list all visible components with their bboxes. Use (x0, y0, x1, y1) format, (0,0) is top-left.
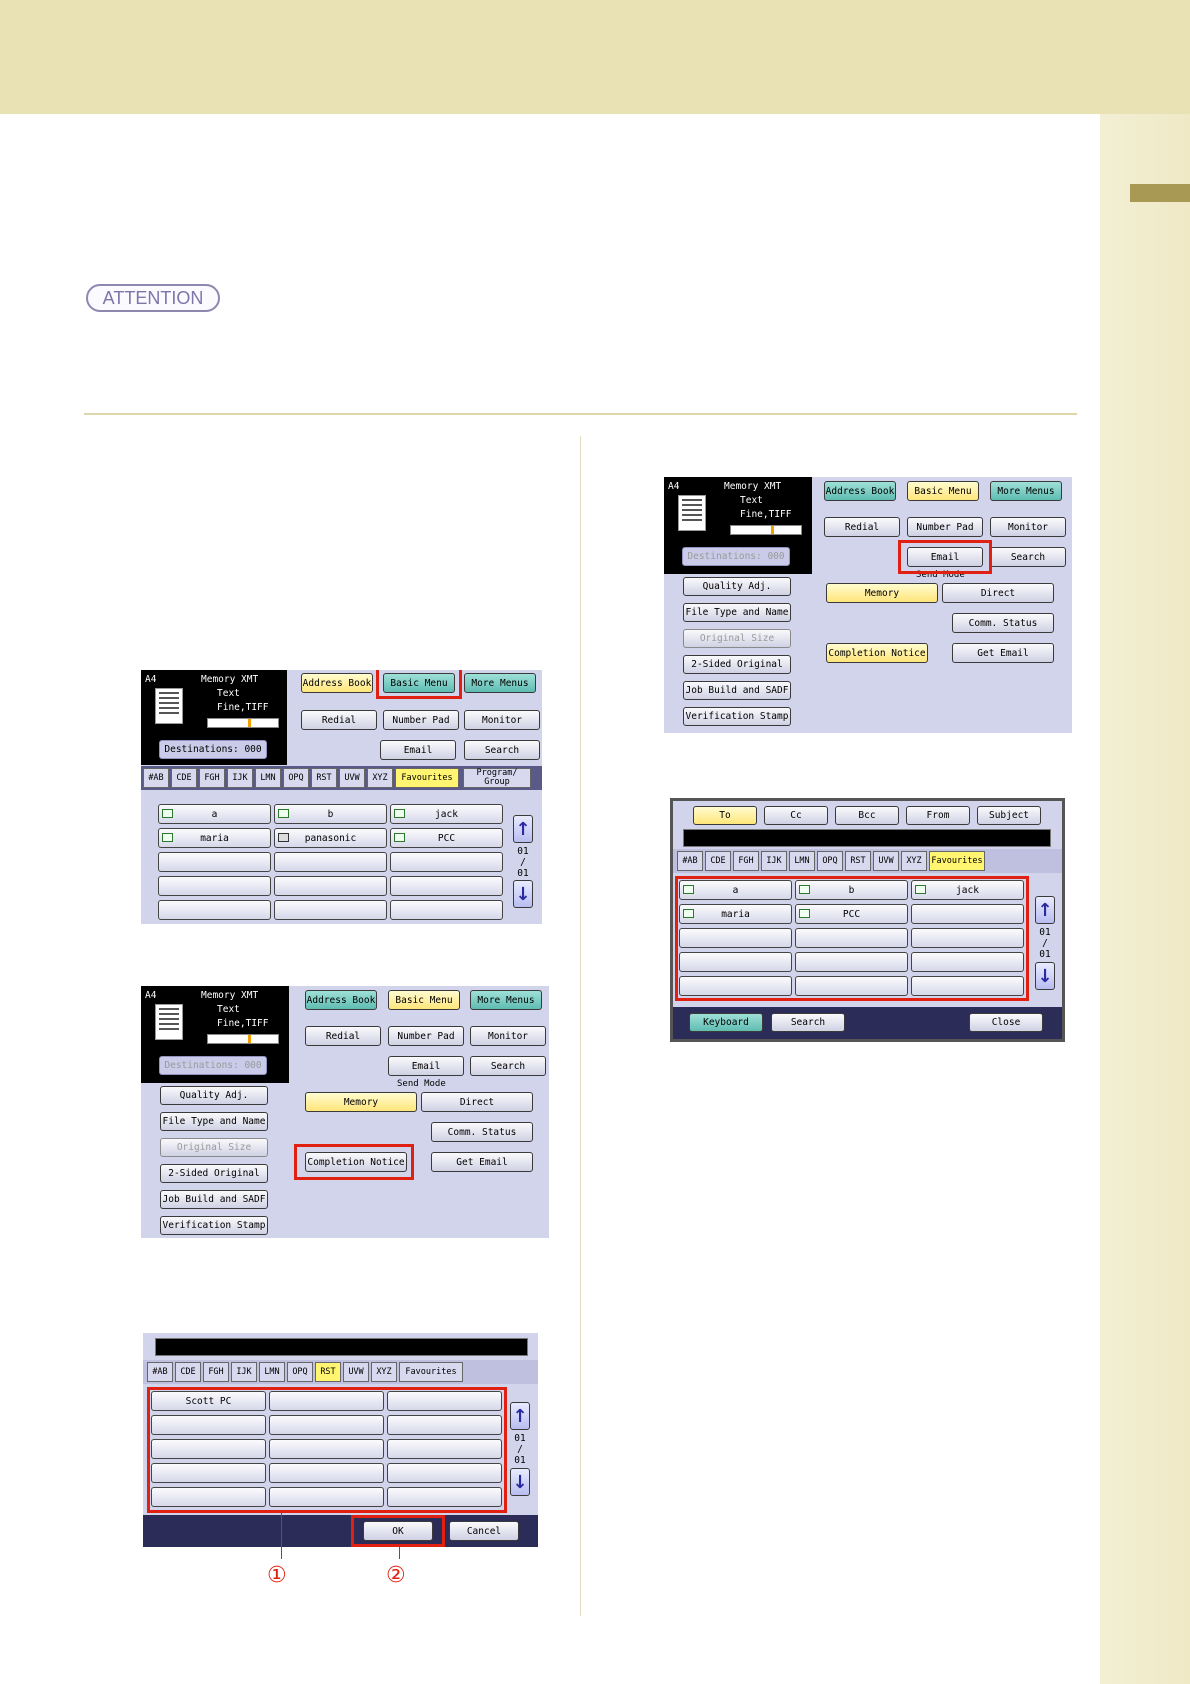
address-cell[interactable] (269, 1463, 384, 1483)
index-tabs (141, 766, 542, 790)
address-cell[interactable]: panasonic (274, 828, 387, 848)
arrow-down-icon: ↓ (1037, 965, 1053, 987)
email-icon (915, 885, 926, 894)
verification-stamp-button[interactable]: Verification Stamp (683, 707, 791, 726)
address-cell[interactable]: jack (390, 804, 503, 824)
address-cell[interactable] (269, 1439, 384, 1459)
arrow-down-icon: ↓ (515, 883, 531, 905)
email-icon (683, 909, 694, 918)
scroll-up-button[interactable] (513, 815, 533, 843)
arrow-up-icon: ↑ (1037, 899, 1053, 921)
document-icon (155, 1004, 183, 1040)
monitor-button[interactable]: Monitor (464, 710, 540, 730)
address-cell[interactable] (911, 976, 1024, 996)
address-cell[interactable] (795, 952, 908, 972)
job-build-sadf-button[interactable]: Job Build and SADF (160, 1190, 268, 1209)
tab-ab[interactable]: #AB (147, 1362, 173, 1382)
document-icon (678, 495, 706, 531)
tab-lmn[interactable]: LMN (259, 1362, 285, 1382)
ok-button[interactable]: OK (363, 1521, 433, 1541)
email-icon (394, 833, 405, 842)
comm-status-button[interactable]: Comm. Status (431, 1122, 533, 1142)
email-icon (162, 809, 173, 818)
tab-lmn[interactable]: LMN (255, 768, 281, 788)
page-indicator: 01 / 01 (1039, 927, 1051, 960)
address-cell[interactable] (269, 1391, 384, 1411)
fax-icon (278, 833, 289, 842)
redial-button[interactable]: Redial (301, 710, 377, 730)
paper-size: A4 (145, 990, 157, 1001)
address-cell[interactable] (269, 1415, 384, 1435)
resolution: Fine,TIFF (217, 702, 269, 713)
column-divider (580, 436, 581, 1616)
address-book-button[interactable]: Address Book (301, 673, 373, 693)
tab-opq[interactable]: OPQ (817, 851, 843, 871)
callout-2: ② (386, 1563, 406, 1588)
memory-button[interactable]: Memory (826, 583, 938, 603)
section-divider (84, 413, 1077, 415)
contrast-slider[interactable] (207, 1034, 279, 1044)
email-icon (162, 833, 173, 842)
email-button[interactable] (907, 547, 983, 567)
subject-button[interactable]: Subject (977, 806, 1041, 825)
tab-opq[interactable]: OPQ (283, 768, 309, 788)
more-menus-button[interactable]: More Menus (470, 990, 542, 1010)
email-button[interactable] (388, 1056, 464, 1076)
number-pad-button[interactable]: Number Pad (907, 517, 983, 537)
file-type-and-name-button[interactable]: File Type and Name (160, 1112, 268, 1131)
get-email-button[interactable]: Get Email (952, 643, 1054, 663)
address-cell[interactable] (151, 1463, 266, 1483)
page-indicator: 01 / 01 (514, 1433, 526, 1466)
address-cell[interactable] (158, 900, 271, 920)
status-panel (141, 670, 287, 765)
quality-adj-button[interactable]: Quality Adj. (160, 1086, 268, 1105)
tab-lmn[interactable]: LMN (789, 851, 815, 871)
address-cell[interactable]: a (679, 880, 792, 900)
direct-button[interactable]: Direct (421, 1092, 533, 1112)
xmt-mode: Memory XMT (201, 990, 259, 1001)
address-cell[interactable] (387, 1487, 502, 1507)
chapter-tab (1130, 184, 1190, 202)
paper-size: A4 (668, 481, 680, 492)
tab-ab[interactable]: #AB (143, 768, 169, 788)
monitor-button[interactable]: Monitor (470, 1026, 546, 1046)
email-icon (683, 885, 694, 894)
email-label: Email (930, 551, 960, 563)
address-cell[interactable] (390, 852, 503, 872)
tab-opq[interactable]: OPQ (287, 1362, 313, 1382)
from-button[interactable]: From (906, 806, 970, 825)
index-tabs (673, 849, 1065, 873)
address-cell[interactable]: a (158, 804, 271, 824)
original-type: Text (740, 495, 763, 506)
get-email-button[interactable]: Get Email (431, 1152, 533, 1172)
address-cell[interactable] (151, 1439, 266, 1459)
more-menus-button[interactable]: More Menus (464, 673, 536, 693)
destinations-button[interactable]: Destinations: 000 (159, 740, 267, 759)
resolution: Fine,TIFF (740, 509, 792, 520)
email-button[interactable] (380, 740, 456, 760)
completion-notice-button[interactable]: Completion Notice (305, 1152, 407, 1172)
number-pad-button[interactable]: Number Pad (383, 710, 459, 730)
tab-uvw[interactable]: UVW (873, 851, 899, 871)
email-icon (278, 809, 289, 818)
contrast-slider[interactable] (207, 718, 279, 728)
paper-size: A4 (145, 674, 157, 685)
search-button[interactable] (470, 1056, 546, 1076)
original-size-button[interactable]: Original Size (160, 1138, 268, 1157)
original-type: Text (217, 1004, 240, 1015)
scroll-down-button[interactable] (510, 1468, 530, 1496)
search-label: Search (490, 1060, 526, 1072)
arrow-down-icon: ↓ (512, 1471, 528, 1493)
address-cell[interactable] (269, 1487, 384, 1507)
search-button[interactable]: Search (771, 1013, 845, 1032)
header-band (0, 0, 1190, 114)
search-label: Search (1010, 551, 1046, 563)
attention-badge: ATTENTION (86, 284, 220, 312)
address-cell[interactable] (158, 852, 271, 872)
address-cell[interactable] (158, 876, 271, 896)
file-type-and-name-button[interactable]: File Type and Name (683, 603, 791, 622)
direct-button[interactable]: Direct (942, 583, 1054, 603)
send-mode-label: Send Mode (916, 570, 965, 580)
page-indicator: 01 / 01 (517, 846, 529, 879)
status-panel (664, 477, 812, 574)
resolution: Fine,TIFF (217, 1018, 269, 1029)
side-margin (1100, 114, 1190, 1684)
address-cell[interactable] (390, 876, 503, 896)
search-button[interactable] (464, 740, 540, 760)
index-tabs (143, 1360, 538, 1384)
search-button[interactable] (990, 547, 1066, 567)
tab-favourites[interactable]: Favourites (399, 1362, 463, 1382)
address-cell[interactable]: PCC (390, 828, 503, 848)
address-cell[interactable] (911, 928, 1024, 948)
completion-notice-button[interactable]: Completion Notice (826, 643, 928, 663)
monitor-button[interactable]: Monitor (990, 517, 1066, 537)
cc-button[interactable]: Cc (764, 806, 828, 825)
email-icon (799, 909, 810, 918)
cancel-button[interactable]: Cancel (449, 1521, 519, 1541)
job-build-sadf-button[interactable]: Job Build and SADF (683, 681, 791, 700)
email-icon (394, 809, 405, 818)
two-sided-original-button[interactable]: 2-Sided Original (160, 1164, 268, 1183)
basic-menu-button[interactable]: Basic Menu (907, 481, 979, 501)
xmt-mode: Memory XMT (724, 481, 782, 492)
screen-basic-menu (141, 986, 549, 1238)
tab-favourites[interactable]: Favourites (395, 768, 459, 788)
callout-line-1 (281, 1513, 282, 1559)
basic-menu-button[interactable]: Basic Menu (388, 990, 460, 1010)
send-mode-label: Send Mode (397, 1079, 446, 1089)
address-cell[interactable]: jack (911, 880, 1024, 900)
tab-cde[interactable]: CDE (705, 851, 731, 871)
scroll-down-button[interactable] (513, 880, 533, 908)
address-cell[interactable] (151, 1487, 266, 1507)
search-label: Search (484, 744, 520, 756)
address-cell[interactable] (679, 952, 792, 972)
address-cell[interactable]: b (795, 880, 908, 900)
quality-adj-button[interactable]: Quality Adj. (683, 577, 791, 596)
tab-rst[interactable]: RST (315, 1362, 341, 1382)
address-cell[interactable] (387, 1391, 502, 1411)
address-cell[interactable] (151, 1415, 266, 1435)
address-cell[interactable]: PCC (795, 904, 908, 924)
status-panel (141, 986, 289, 1083)
tab-ijk[interactable]: IJK (231, 1362, 257, 1382)
tab-ab[interactable]: #AB (677, 851, 703, 871)
close-button[interactable]: Close (969, 1013, 1043, 1032)
scroll-down-button[interactable] (1035, 962, 1055, 990)
xmt-mode: Memory XMT (201, 674, 259, 685)
address-cell[interactable] (387, 1439, 502, 1459)
two-sided-original-button[interactable]: 2-Sided Original (683, 655, 791, 674)
callout-line-2 (399, 1547, 400, 1559)
to-button[interactable]: To (693, 806, 757, 825)
address-book-button[interactable]: Address Book (824, 481, 896, 501)
bcc-button[interactable]: Bcc (835, 806, 899, 825)
redial-button[interactable]: Redial (305, 1026, 381, 1046)
address-display-bar (155, 1338, 528, 1356)
address-cell[interactable] (679, 928, 792, 948)
address-cell[interactable] (679, 976, 792, 996)
address-cell[interactable]: maria (679, 904, 792, 924)
number-pad-button[interactable]: Number Pad (388, 1026, 464, 1046)
email-label: Email (403, 744, 433, 756)
address-cell[interactable] (795, 928, 908, 948)
address-cell[interactable]: b (274, 804, 387, 824)
tab-ijk[interactable]: IJK (761, 851, 787, 871)
screen-address-book (141, 670, 542, 924)
address-cell[interactable]: maria (158, 828, 271, 848)
screen-email-address-book (670, 798, 1065, 1042)
tab-xyz[interactable]: XYZ (371, 1362, 397, 1382)
address-cell[interactable] (387, 1415, 502, 1435)
destinations-button[interactable]: Destinations: 000 (159, 1056, 267, 1075)
tab-xyz[interactable]: XYZ (901, 851, 927, 871)
tab-program-group[interactable]: Program/ Group (463, 768, 531, 788)
comm-status-button[interactable]: Comm. Status (952, 613, 1054, 633)
tab-ijk[interactable]: IJK (227, 768, 253, 788)
address-cell[interactable] (911, 952, 1024, 972)
arrow-up-icon: ↑ (515, 818, 531, 840)
tab-favourites[interactable]: Favourites (929, 851, 985, 871)
more-menus-button[interactable]: More Menus (990, 481, 1062, 501)
verification-stamp-button[interactable]: Verification Stamp (160, 1216, 268, 1235)
keyboard-button[interactable]: Keyboard (689, 1013, 763, 1032)
original-size-button[interactable]: Original Size (683, 629, 791, 648)
email-label: Email (411, 1060, 441, 1072)
tab-xyz[interactable]: XYZ (367, 768, 393, 788)
tab-rst[interactable]: RST (311, 768, 337, 788)
address-cell[interactable] (274, 876, 387, 896)
basic-menu-button[interactable]: Basic Menu (383, 673, 455, 693)
email-icon (799, 885, 810, 894)
tab-uvw[interactable]: UVW (343, 1362, 369, 1382)
address-cell[interactable] (390, 900, 503, 920)
tab-cde[interactable]: CDE (175, 1362, 201, 1382)
contrast-slider[interactable] (730, 525, 802, 535)
address-book-button[interactable]: Address Book (305, 990, 377, 1010)
address-display-bar (683, 829, 1051, 847)
address-cell[interactable]: Scott PC (151, 1391, 266, 1411)
screen-basic-menu-email (664, 477, 1072, 733)
redial-button[interactable]: Redial (824, 517, 900, 537)
tab-fgh[interactable]: FGH (199, 768, 225, 788)
callout-1: ① (267, 1563, 287, 1588)
original-type: Text (217, 688, 240, 699)
tab-cde[interactable]: CDE (171, 768, 197, 788)
tab-uvw[interactable]: UVW (339, 768, 365, 788)
tab-fgh[interactable]: FGH (733, 851, 759, 871)
memory-button[interactable]: Memory (305, 1092, 417, 1112)
arrow-up-icon: ↑ (512, 1405, 528, 1427)
screen-completion-notice-list (143, 1333, 538, 1547)
scroll-up-button[interactable] (1035, 896, 1055, 924)
document-icon (155, 688, 183, 724)
address-cell[interactable] (911, 904, 1024, 924)
address-cell[interactable] (795, 976, 908, 996)
tab-rst[interactable]: RST (845, 851, 871, 871)
address-cell[interactable] (274, 852, 387, 872)
address-cell[interactable] (387, 1463, 502, 1483)
scroll-up-button[interactable] (510, 1402, 530, 1430)
destinations-button[interactable]: Destinations: 000 (682, 547, 790, 566)
address-cell[interactable] (274, 900, 387, 920)
tab-fgh[interactable]: FGH (203, 1362, 229, 1382)
